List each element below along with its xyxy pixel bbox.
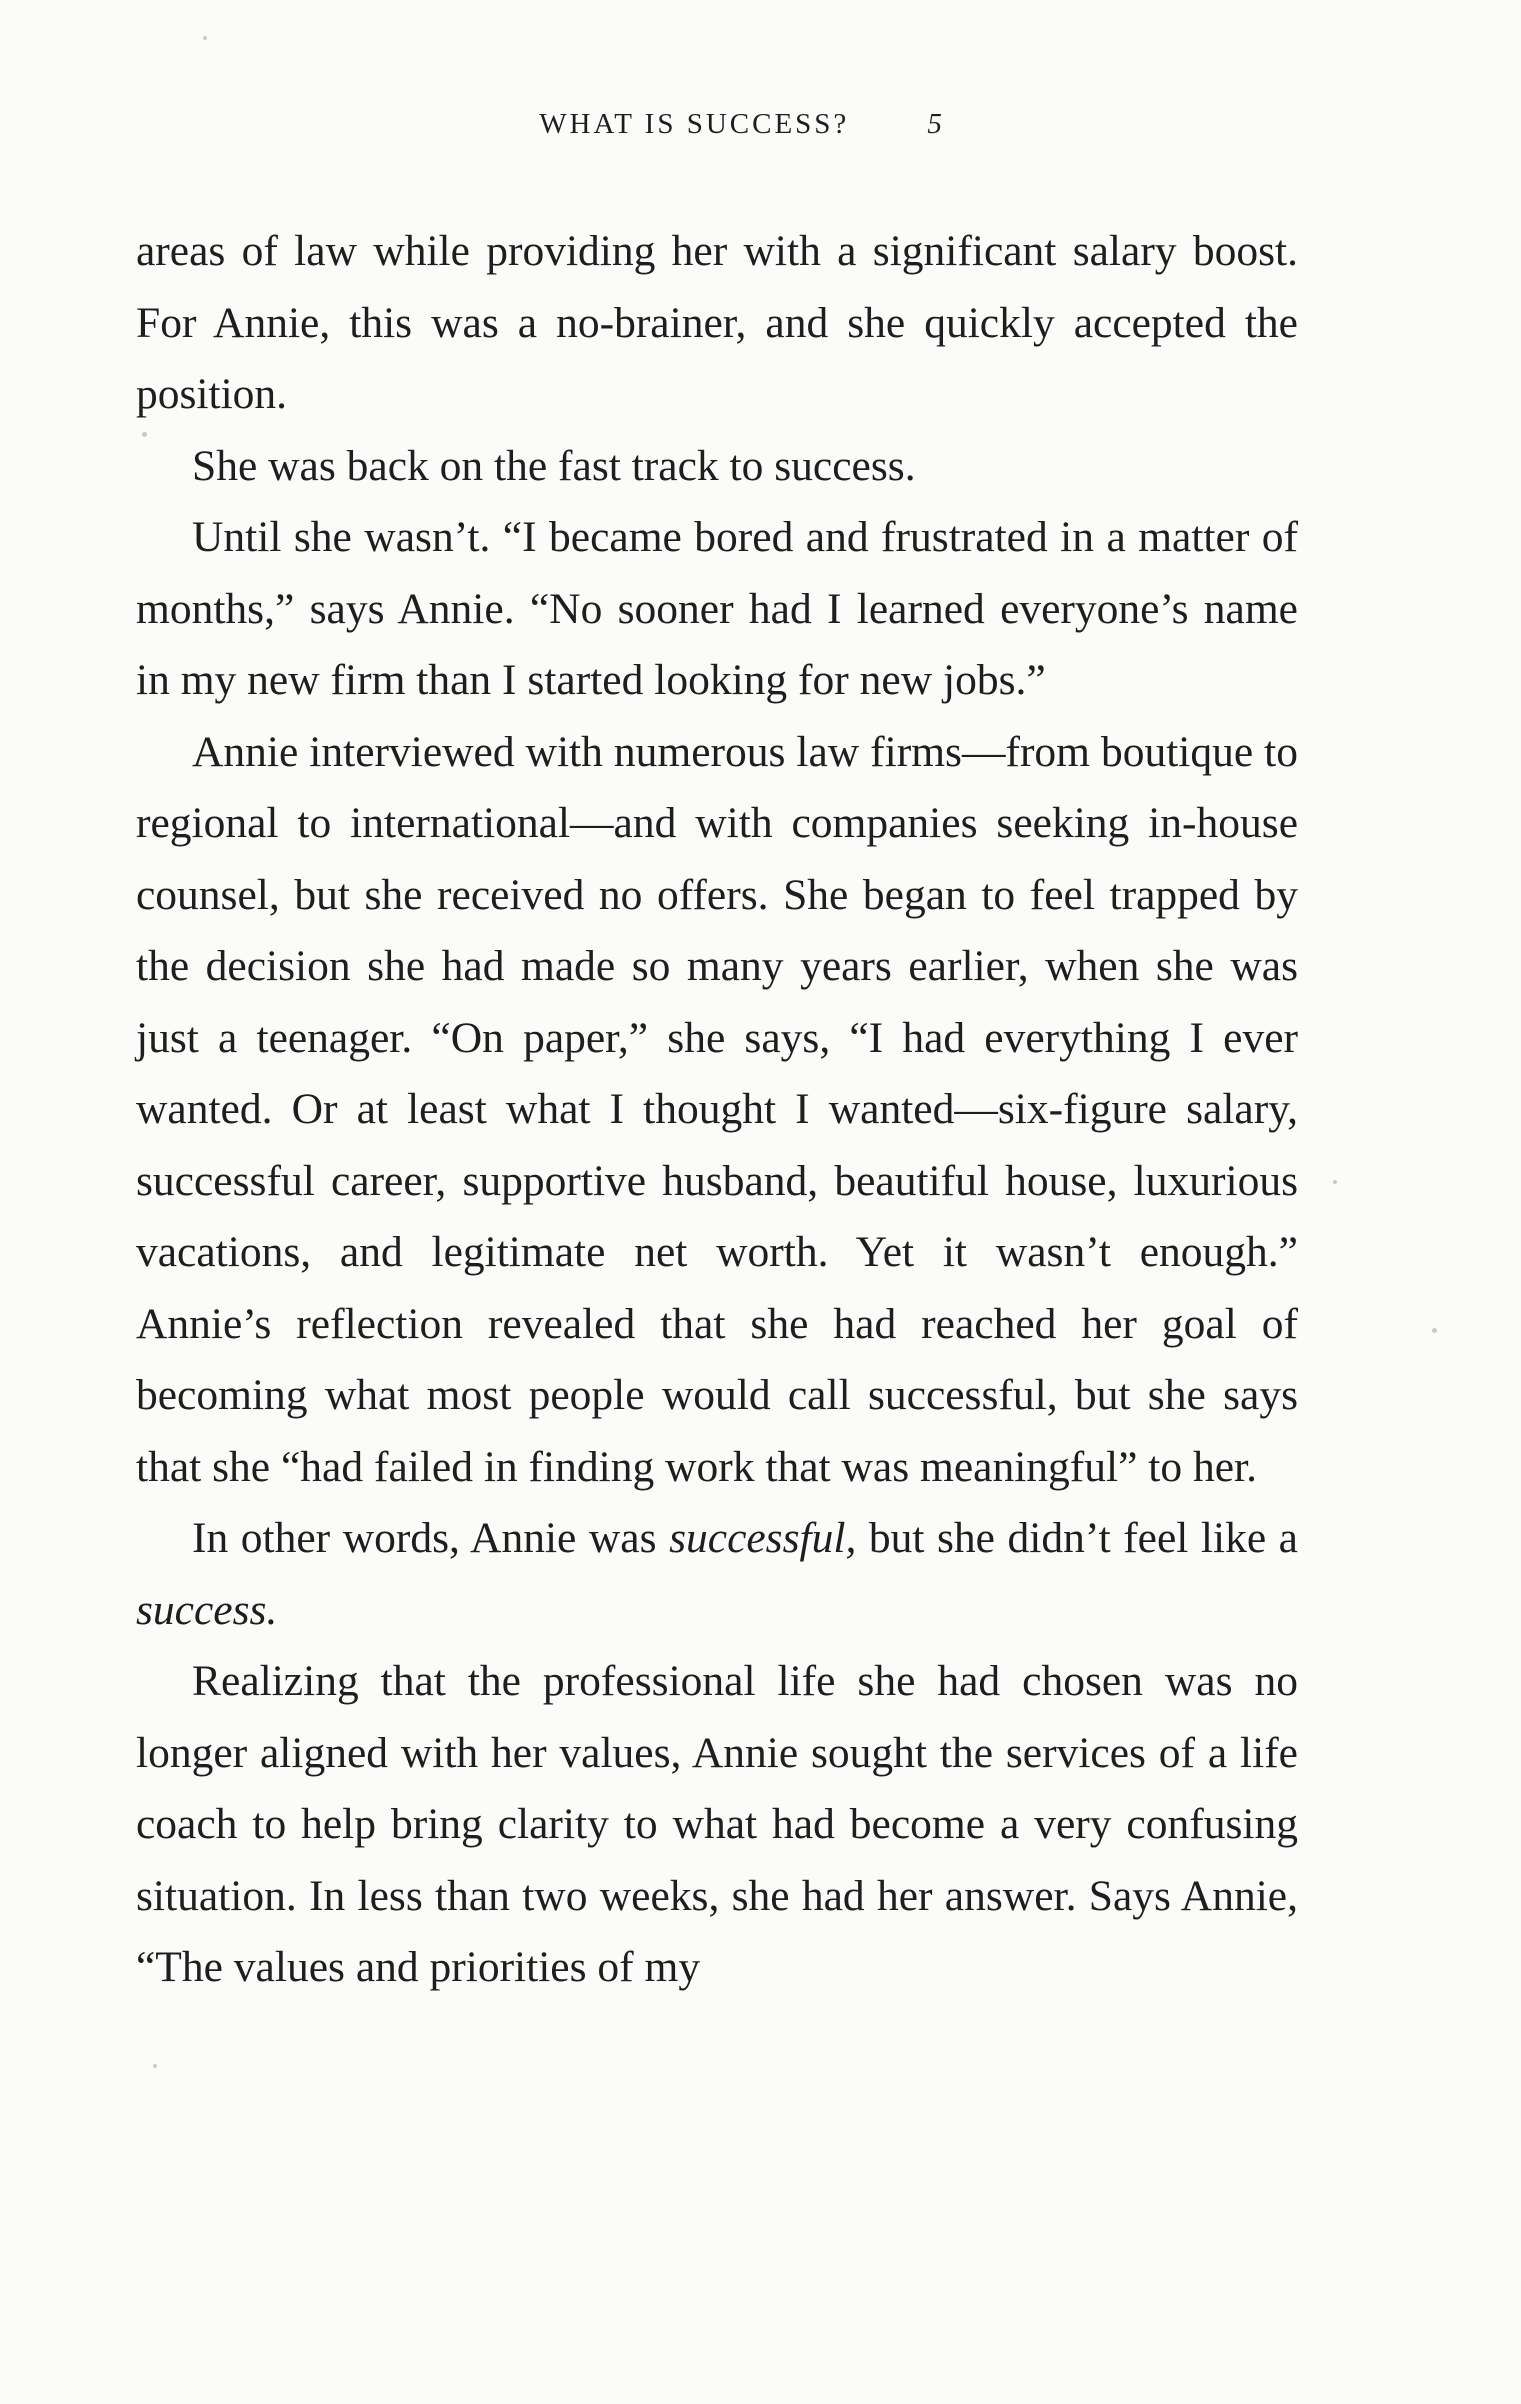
- body-text: [136, 216, 1298, 2004]
- emphasis-success: success.: [136, 1585, 278, 1634]
- text-run: but she didn’t feel like a: [856, 1514, 1298, 1562]
- paragraph: Annie interviewed with numerous law firms—from boutique to regional to international—and with companies seeking in-house counsel, but she received no offers. She began to feel trapped by the decision she had made so many years earlier, when she was just a teenager. “On paper,” she says, “I had everything I ever wanted. Or at least what I thought I wanted—six-figure salary, successful career, supportive husband, beautiful house, luxurious vacations, and legitimate net worth. Yet it wasn’t enough.” Annie’s reflection revealed that she had reached her goal of becoming what most people would call successful, but she says that she “had failed in finding work that was meaningful” to her.: [136, 727, 1298, 1491]
- scan-speck: [1432, 1328, 1437, 1333]
- paragraph: She was back on the fast track to success.: [192, 441, 916, 490]
- paragraph-continued: areas of law while providing her with a significant salary boost. For Annie, this was a no-brainer, and she quickly accepted the position.: [136, 227, 1298, 418]
- paragraph: Until she wasn’t. “I became bored and frustrated in a matter of months,” says Annie. “No sooner had I learned everyone’s name in my new firm than I started looking for new jobs.”: [136, 513, 1298, 704]
- paragraph-with-emphasis: [136, 1503, 1298, 1646]
- page-header: [0, 108, 1521, 141]
- paragraph: Realizing that the professional life she had chosen was no longer aligned with her values, Annie sought the services of a life coach to help bring clarity to what had become a very confusing situation. In less than two weeks, she had her answer. Says Annie, “The values and priorities of my: [136, 1657, 1298, 1991]
- scan-speck: [142, 432, 147, 437]
- page-number: 5: [927, 108, 942, 140]
- running-head: WHAT IS SUCCESS?: [539, 108, 850, 140]
- scan-speck: [203, 36, 207, 40]
- emphasis-successful: successful,: [669, 1514, 857, 1562]
- scan-speck: [153, 2064, 157, 2068]
- text-run: In other words, Annie was: [192, 1514, 670, 1562]
- scan-speck: [1333, 1180, 1337, 1184]
